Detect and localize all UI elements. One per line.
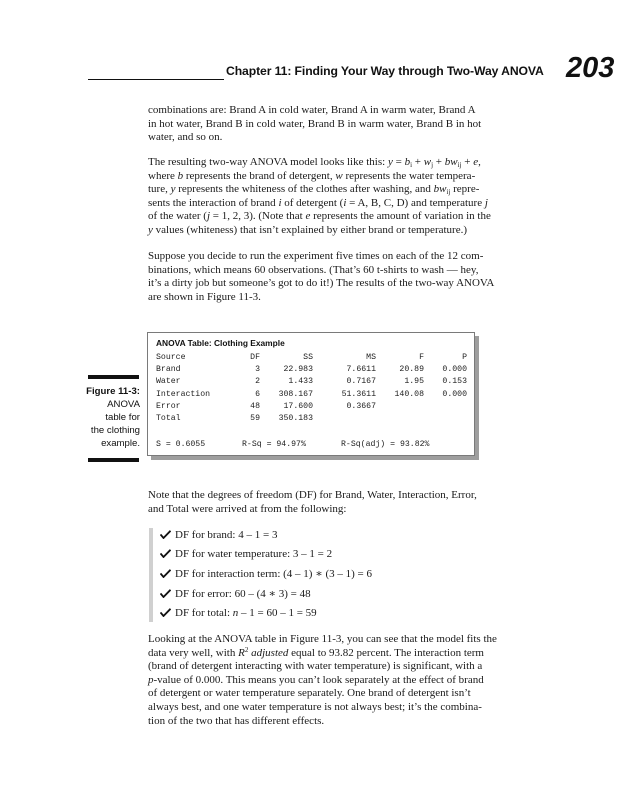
chapter-title: Chapter 11: Finding Your Way through Two-Way ANOVA: [226, 64, 544, 78]
paragraph-interpretation: Looking at the ANOVA table in Figure 11-3, you can see that the model fits the data very well, with $R^2$ adjusted equal to 93.82 percent. The interaction term (brand of detergent interacting with water temperature) is significant, with a p-value of 0.000. This means you can’t look separately at the effect of brand of detergent or water temperature separately. One brand of detergent isn’t always best, and one water temperature is not always best; it’s the combina- tion of the two that has different effects.: [148, 633, 497, 727]
paragraph-experiment: Suppose you decide to run the experiment five times on each of the 12 com- binations, which means 60 observations. (That’s 60 t-shirts to wash — hey, it’s a dirty job but someone’s got to do it!) The results of the two-way ANOVA are shown in Figure 11-3.: [148, 250, 495, 303]
paragraph-df-intro: Note that the degrees of freedom (DF) for Brand, Water, Interaction, Error, and Total were arrived at from the following:: [148, 489, 477, 515]
fit-rsq-adj: R-Sq(adj) = 93.82%: [341, 440, 430, 449]
list-sidebar-rule: [149, 528, 153, 622]
checkmark-icon: [160, 549, 171, 558]
checkmark-icon: [160, 530, 171, 539]
fit-rsq: R-Sq = 94.97%: [242, 440, 306, 449]
model-equation: $y = b_i + w_j + bw_{ij} + e$,: [387, 156, 481, 169]
list-item-df-interaction: DF for interaction term: (4 – 1) ∗ (3 – 1) = 6: [160, 567, 372, 587]
anova-table-figure: ANOVA Table: Clothing Example Source DF SS MS F P Brand 3 22.983 7.6611 20.89 0.000 Water 2 1.433 0.7167 1.95 0.153 Interaction 6 308.167 51.3611 140.08 0.000 Error 48 17.600 0.3667 Total 59 350.183 S = 0.6055 R-Sq = 94.97% R-Sq(adj) = 93.82%: [147, 332, 475, 456]
list-item-df-brand: DF for brand: 4 – 1 = 3: [160, 528, 277, 548]
paragraph-combinations: combinations are: Brand A in cold water, Brand A in warm water, Brand A in hot water, Brand B in cold water, Brand B in warm water, Brand B in hot water, and so on.: [148, 104, 482, 144]
figure-rule-top: [88, 375, 139, 379]
list-item-df-water: DF for water temperature: 3 – 1 = 2: [160, 547, 332, 567]
checkmark-icon: [160, 608, 171, 617]
paragraph-model: The resulting two-way ANOVA model looks like this: $y = b_i + w_j + bw_{ij} + e$, where b represents the brand of detergent, w represents the water tempera- ture, y represents the whiteness of the clothes after washing, and $bw_{ij}$ repre- sents the interaction of brand i of detergent (i = A, B, C, D) and temperature j of the water (j = 1, 2, 3). (Note that e represents the amount of variation in the y values (whiteness) that isn’t explained by either brand or temperature.): [148, 156, 491, 236]
fit-s: S = 0.6055: [156, 440, 206, 449]
checkmark-icon: [160, 589, 171, 598]
anova-table-title: ANOVA Table: Clothing Example: [156, 338, 285, 348]
page-number: 203: [566, 52, 615, 84]
list-item-df-total: DF for total: n – 1 = 60 – 1 = 59: [160, 606, 317, 626]
figure-caption: Figure 11-3: ANOVA table for the clothing example.: [86, 386, 140, 449]
checkmark-icon: [160, 569, 171, 578]
header-rule: [88, 79, 224, 80]
figure-rule-bottom: [88, 458, 139, 462]
list-item-df-error: DF for error: 60 – (4 ∗ 3) = 48: [160, 587, 311, 607]
